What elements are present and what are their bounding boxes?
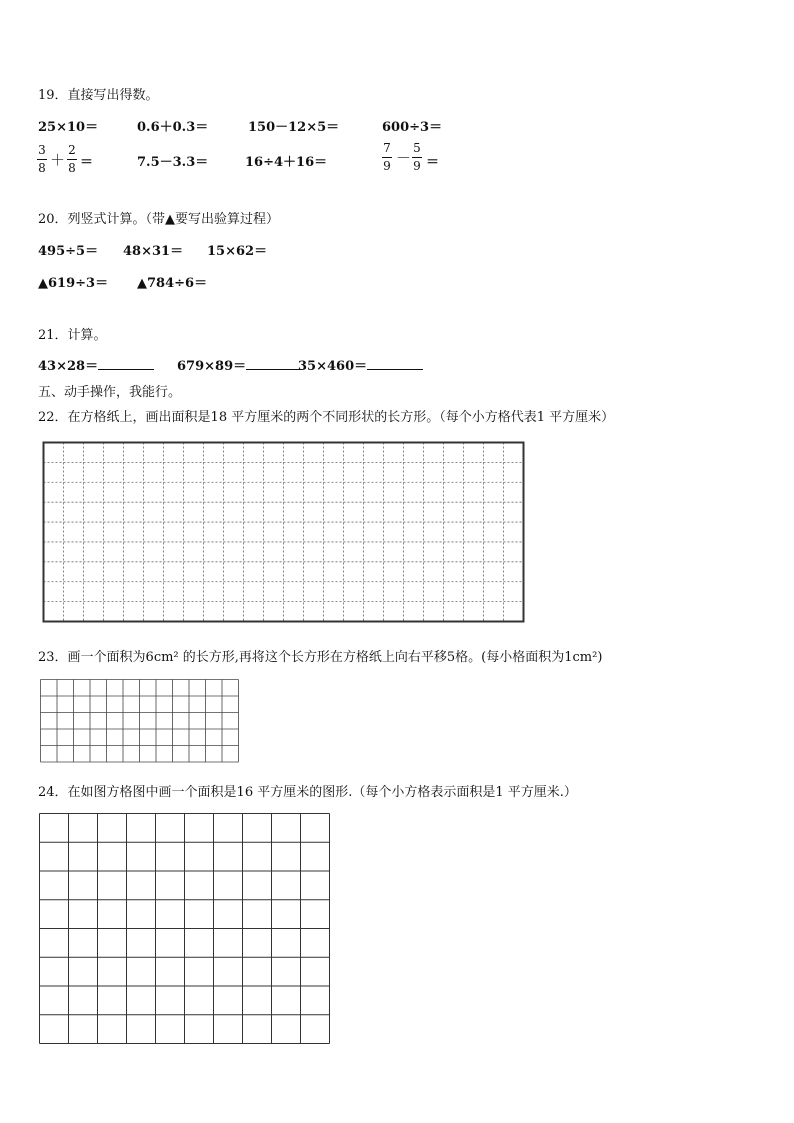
q21-item-1 <box>38 355 154 374</box>
q24-title: 24．在如图方格图中画一个面积是16 平方厘米的图形.（每个小方格表示面积是1 平方厘米.） <box>38 785 577 800</box>
q21-expr-3: 35×460＝ <box>298 359 368 374</box>
q21-expr-1: 43×28＝ <box>38 359 99 374</box>
q20-item-3: 15×62＝ <box>207 244 268 259</box>
equals-sign: ＝ <box>426 155 440 170</box>
answer-blank[interactable] <box>246 357 302 370</box>
numerator: 7 <box>383 141 391 155</box>
numerator: 2 <box>68 143 76 157</box>
plus-sign: ＋ <box>50 151 66 169</box>
fraction-3-8 <box>37 144 47 175</box>
numerator: 5 <box>413 141 421 155</box>
q21-item-3 <box>298 355 423 374</box>
q20-item-5: ▲784÷6＝ <box>137 276 208 291</box>
denominator: 8 <box>38 161 46 175</box>
equals-sign: ＝ <box>80 155 94 170</box>
fraction-7-9 <box>382 142 392 173</box>
denominator: 9 <box>383 159 391 173</box>
fraction-bar <box>37 159 47 160</box>
q19-item-1: 25×10＝ <box>38 120 99 135</box>
section-5-title: 五、动手操作，我能行。 <box>38 385 182 400</box>
q20-item-1: 495÷5＝ <box>38 244 99 259</box>
fraction-5-9 <box>412 142 422 173</box>
answer-blank[interactable] <box>367 357 423 370</box>
q22-title: 22．在方格纸上，画出面积是18 平方厘米的两个不同形状的长方形。（每个小方格代表1 平方厘米） <box>38 410 615 425</box>
q19-item-3: 150－12×5＝ <box>248 120 340 135</box>
q23-grid[interactable] <box>40 679 240 764</box>
q19-title: 19．直接写出得数。 <box>38 88 159 103</box>
q21-title: 21．计算。 <box>38 328 107 343</box>
q21-item-2 <box>177 355 302 374</box>
q22-dotted-grid[interactable] <box>42 441 525 623</box>
q24-grid[interactable] <box>39 813 332 1045</box>
q20-item-2: 48×31＝ <box>123 244 184 259</box>
numerator: 3 <box>38 143 46 157</box>
q20-item-4: ▲619÷3＝ <box>38 276 109 291</box>
q19-item-6: 16÷4＋16＝ <box>245 155 328 170</box>
q19-item-5: 7.5－3.3＝ <box>137 155 209 170</box>
fraction-bar <box>412 157 422 158</box>
q23-title: 23．画一个面积为6cm² 的长方形,再将这个长方形在方格纸上向右平移5格。(每小格面积为1cm²) <box>38 650 603 665</box>
minus-sign: － <box>396 149 412 167</box>
denominator: 8 <box>68 161 76 175</box>
fraction-2-8 <box>67 144 77 175</box>
q21-expr-2: 679×89＝ <box>177 359 247 374</box>
q19-item-4: 600÷3＝ <box>382 120 443 135</box>
fraction-bar <box>382 157 392 158</box>
answer-blank[interactable] <box>98 357 154 370</box>
q20-title: 20．列竖式计算。（带▲要写出验算过程） <box>38 212 280 227</box>
q19-item-2: 0.6＋0.3＝ <box>137 120 209 135</box>
denominator: 9 <box>413 159 421 173</box>
fraction-bar <box>67 159 77 160</box>
